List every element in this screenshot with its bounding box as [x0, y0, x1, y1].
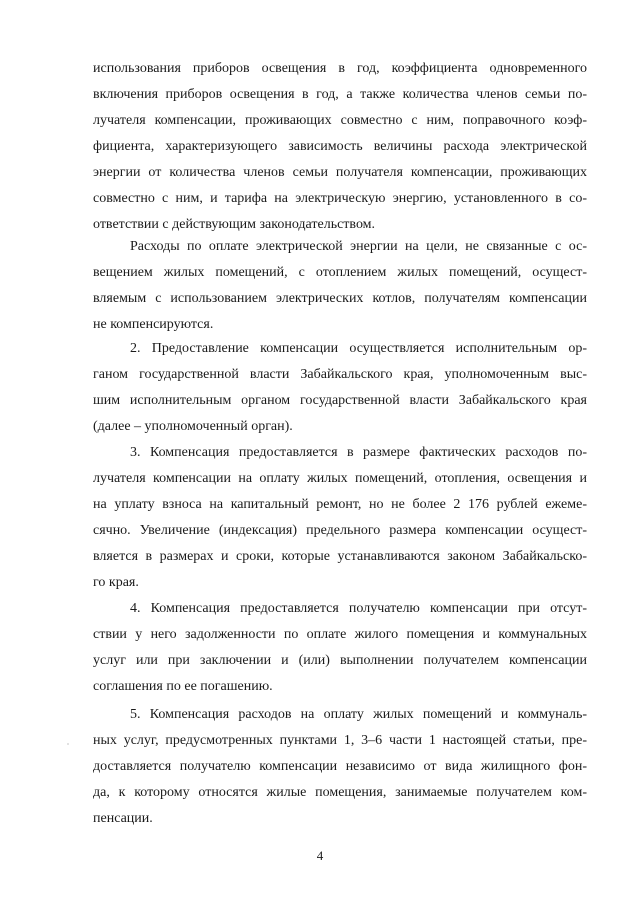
paragraph-3	[93, 336, 587, 440]
text-line: вещением жилых помещений, с отоплением жилых помещений, осущест-	[93, 265, 587, 280]
text-line: (далее – уполномоченный орган).	[93, 419, 293, 434]
text-line: вляемым с использованием электрических котлов, получателям компенсации	[93, 291, 587, 306]
text-line: включения приборов освещения в год, а также количества членов семьи по-	[93, 87, 587, 102]
paragraph-4	[93, 440, 587, 596]
text-line: сячно. Увеличение (индексация) предельного размера компенсации осущест-	[93, 523, 587, 538]
paragraph-6	[93, 702, 587, 832]
text-line: вляется в размерах и сроки, которые устанавливаются законом Забайкальско-	[93, 549, 587, 564]
text-line: ответствии с действующим законодательством.	[93, 217, 376, 232]
text-line: пенсации.	[93, 811, 153, 826]
scan-speck	[67, 743, 69, 745]
text-line: 5. Компенсация расходов на оплату жилых помещений и коммуналь-	[130, 707, 587, 722]
text-line: го края.	[93, 575, 139, 590]
paragraph-1	[93, 56, 587, 238]
paragraph-2	[93, 234, 587, 338]
page-number: 4	[316, 848, 324, 863]
text-line: не компенсируются.	[93, 317, 214, 332]
text-line: энергии от количества членов семьи получателя компенсации, проживающих	[93, 165, 587, 180]
text-line: Расходы по оплате электрической энергии на цели, не связанные с ос-	[130, 239, 587, 254]
text-line: да, к которому относятся жилые помещения, занимаемые получателем ком-	[93, 785, 587, 800]
text-line: доставляется получателю компенсации независимо от вида жилищного фон-	[93, 759, 587, 774]
text-line: использования приборов освещения в год, коэффициента одновременного	[93, 61, 587, 76]
text-line: лучателя компенсации, проживающих совместно с ним, поправочного коэф-	[93, 113, 587, 128]
text-line: соглашения по ее погашению.	[93, 679, 273, 694]
text-line: шим исполнительным органом государственной власти Забайкальского края	[93, 393, 587, 408]
text-line: лучателя компенсации на оплату жилых помещений, отопления, освещения и	[93, 471, 587, 486]
text-line: ствии у него задолженности по оплате жилого помещения и коммунальных	[93, 627, 587, 642]
text-line: услуг или при заключении и (или) выполнении получателем компенсации	[93, 653, 587, 668]
text-line: 4. Компенсация предоставляется получателю компенсации при отсут-	[130, 601, 587, 616]
text-line: 3. Компенсация предоставляется в размере фактических расходов по-	[130, 445, 587, 460]
text-line: совместно с ним, и тарифа на электрическую энергию, установленного в со-	[93, 191, 587, 206]
text-line: ных услуг, предусмотренных пунктами 1, 3–6 части 1 настоящей статьи, пре-	[93, 733, 587, 748]
text-line: на уплату взноса на капитальный ремонт, но не более 2 176 рублей ежеме-	[93, 497, 587, 512]
text-line: 2. Предоставление компенсации осуществляется исполнительным ор-	[130, 341, 587, 356]
paragraph-5	[93, 596, 587, 700]
text-line: фициента, характеризующего зависимость величины расхода электрической	[93, 139, 587, 154]
text-line: ганом государственной власти Забайкальского края, уполномоченным выс-	[93, 367, 587, 382]
